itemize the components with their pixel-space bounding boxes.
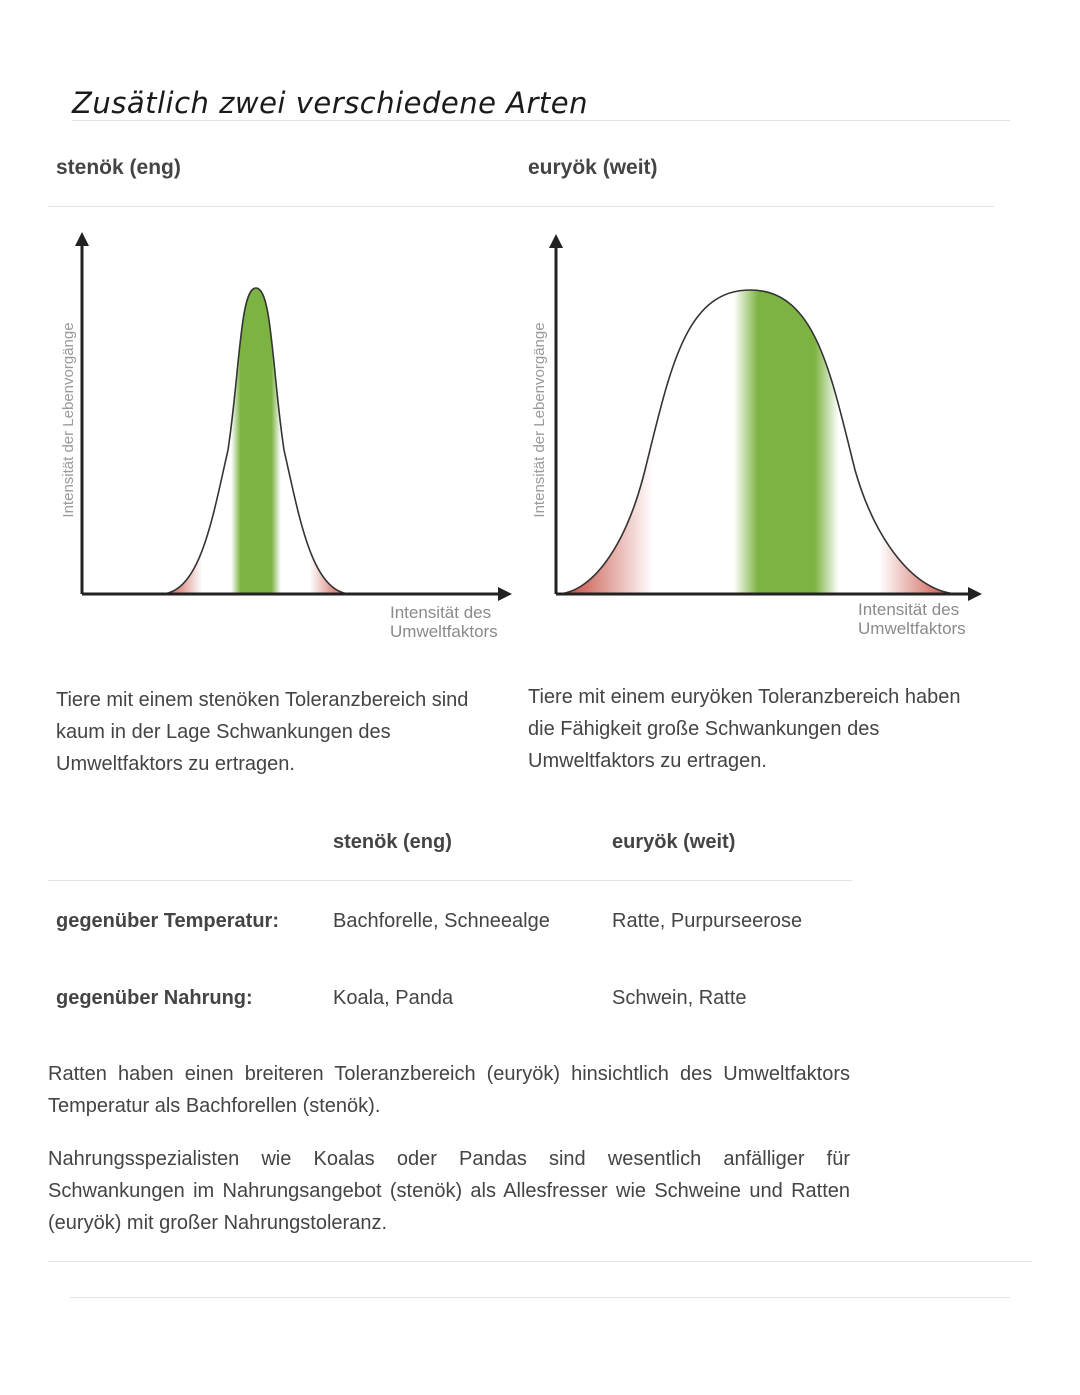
table-header-euryoek: euryök (weit) — [612, 831, 736, 853]
table-cell: Koala, Panda — [333, 987, 454, 1009]
bottom-divider-1 — [48, 1261, 1032, 1262]
stenoek-x-axis-label-line2: Umweltfaktors — [390, 622, 498, 641]
description-euryoek: Tiere mit einem euryöken Toleranzbereich haben die Fähigkeit große Schwankungen des Umweltfaktors zu ertragen. — [528, 686, 961, 772]
diagram-stenoek — [40, 220, 530, 660]
heading-divider — [48, 206, 994, 207]
table-row-label: gegenüber Nahrung: — [56, 987, 253, 1009]
stenoek-x-arrow-icon — [498, 587, 512, 601]
stenoek-y-arrow-icon — [75, 232, 89, 246]
table-cell: Schwein, Ratte — [612, 987, 747, 1009]
description-stenoek: Tiere mit einem stenöken Toleranzbereich sind kaum in der Lage Schwankungen des Umweltfaktors zu ertragen. — [56, 689, 469, 775]
euryoek-y-arrow-icon — [549, 234, 563, 248]
euryoek-x-arrow-icon — [968, 587, 982, 601]
heading-stenoek: stenök (eng) — [56, 156, 181, 179]
euryoek-x-axis-label-line2: Umweltfaktors — [858, 619, 966, 638]
stenoek-tolerance-area — [160, 288, 352, 594]
paragraph-temperature: Ratten haben einen breiteren Toleranzbereich (euryök) hinsichtlich des Umweltfaktors Temperatur als Bachforellen (stenök). — [48, 1063, 850, 1117]
title-underline — [72, 120, 1010, 121]
stenoek-x-axis-label-line1: Intensität des — [390, 603, 492, 622]
bottom-divider-2 — [70, 1297, 1010, 1298]
diagram-euryoek — [520, 220, 1000, 660]
table-header-stenoek: stenök (eng) — [333, 831, 452, 853]
table-header-divider — [48, 880, 852, 881]
stenoek-y-axis-label: Intensität der Lebenvorgänge — [60, 322, 77, 518]
heading-euryoek: euryök (weit) — [528, 156, 658, 179]
euryoek-y-axis-label: Intensität der Lebenvorgänge — [531, 322, 548, 518]
euryoek-tolerance-area — [556, 290, 960, 594]
handwritten-title: Zusätlich zwei verschiedene Arten — [72, 86, 589, 120]
euryoek-x-axis-label-line1: Intensität des — [858, 600, 960, 619]
table-cell: Bachforelle, Schneealge — [333, 910, 550, 932]
table-cell: Ratte, Purpurseerose — [612, 910, 803, 932]
paragraph-nutrition: Nahrungsspezialisten wie Koalas oder Pandas sind wesentlich anfälliger für Schwankungen im Nahrungsangebot (stenök) als Allesfresser wie Schweine und Ratten (euryök) mit großer Nahrungstoleranz. — [48, 1148, 850, 1234]
table-row-label: gegenüber Temperatur: — [56, 910, 279, 932]
